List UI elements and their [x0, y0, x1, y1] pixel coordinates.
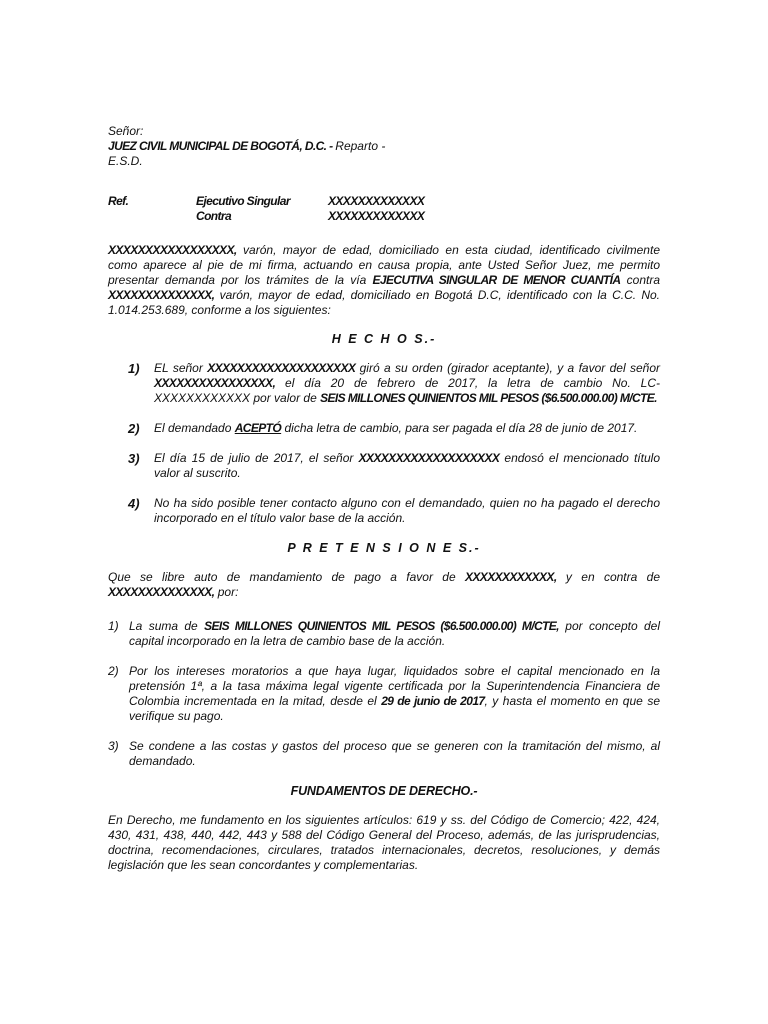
- hechos-title: H E C H O S.-: [331, 332, 437, 346]
- pretension-item: [108, 664, 660, 724]
- hecho-text: EL señor XXXXXXXXXXXXXXXXXXXX giró a su orden (girador aceptante), y a favor del señor XXXXXXXXXXXXXXXX, el día 20 de febrero de 2017, la letra de cambio No. LC-XXXXXXXXXXXX por valor de SEIS MILLONES QUINIENTOS MIL PESOS ($6.500.000.00) M/CTE.: [154, 361, 660, 405]
- addressee: JUEZ CIVIL MUNICIPAL DE BOGOTÁ, D.C. - Reparto -: [108, 139, 386, 153]
- reference-row: [108, 209, 660, 224]
- reference-row: [108, 194, 660, 209]
- reference-label: Ref.: [108, 194, 129, 208]
- pretensiones-list: [108, 619, 660, 769]
- pretension-text: La suma de SEIS MILLONES QUINIENTOS MIL PESOS ($6.500.000.00) M/CTE, por concepto del capital incorporado en la letra de cambio base de la acción.: [129, 619, 661, 648]
- hecho-item: [128, 361, 660, 406]
- hecho-text: No ha sido posible tener contacto alguno con el demandado, quien no ha pagado el derecho incorporado en el título valor base de la acción.: [154, 496, 660, 525]
- hecho-item: [128, 421, 660, 436]
- pretension-number: 2): [108, 664, 119, 678]
- hecho-text: El demandado ACEPTÓ dicha letra de cambio, para ser pagada el día 28 de junio de 2017.: [154, 421, 638, 435]
- hecho-number: 1): [128, 361, 140, 376]
- pretension-item: [108, 739, 660, 769]
- hecho-number: 2): [128, 421, 140, 436]
- salutation: Señor:: [108, 124, 144, 138]
- pretension-number: 1): [108, 619, 119, 633]
- plaintiff-name: XXXXXXXXXXXXXXXXX,: [108, 243, 237, 257]
- reference-value: XXXXXXXXXXXXX: [328, 209, 425, 223]
- pretensiones-title: P R E T E N S I O N E S.-: [287, 541, 481, 555]
- pretension-text: Por los intereses moratorios a que haya lugar, liquidados sobre el capital mencionado en la pretensión 1ª, a la tasa máxima legal vigente certificada por la Superintendencia Financiera de Colombia incrementada en la mitad, desde el 29 de junio de 2017, y hasta el momento en que se verifique su pago.: [129, 664, 660, 723]
- pretension-item: [108, 619, 660, 649]
- reference-block: [108, 194, 660, 224]
- hecho-number: 4): [128, 496, 140, 511]
- defendant-name: XXXXXXXXXXXXXX,: [108, 288, 215, 302]
- reference-key: Ejecutivo Singular: [196, 194, 290, 208]
- pretension-text: Se condene a las costas y gastos del proceso que se generen con la tramitación del mismo, al demandado.: [129, 739, 660, 768]
- hecho-text: El día 15 de julio de 2017, el señor XXXXXXXXXXXXXXXXXXX endosó el mencionado título valor al suscrito.: [154, 451, 660, 480]
- fundamentos-paragraph: En Derecho, me fundamento en los siguientes artículos: 619 y ss. del Código de Comercio; 422, 424, 430, 431, 438, 440, 442, 443 y 588 del Código General del Proceso, además, de las jurisprudencias, doctrina, recomendaciones, circulares, tratados internacionales, decretos, resoluciones, y demás legislación que les sean concordantes y complementarias.: [108, 813, 660, 872]
- reference-value: XXXXXXXXXXXXX: [328, 194, 425, 208]
- hechos-list: [108, 361, 660, 526]
- intro-paragraph: XXXXXXXXXXXXXXXXX, varón, mayor de edad, domiciliado en esta ciudad, identificado civilmente como aparece al pie de mi firma, actuando en causa propia, ante Usted Señor Juez, me permito presentar demanda por los trámites de la vía EJECUTIVA SINGULAR DE MENOR CUANTÍA contra XXXXXXXXXXXXXX, varón, mayor de edad, domiciliado en Bogotá D.C, identificado con la C.C. No. 1.014.253.689, conforme a los siguientes:: [108, 243, 660, 317]
- hecho-item: [128, 496, 660, 526]
- pretension-number: 3): [108, 739, 119, 753]
- pretensiones-intro: Que se libre auto de mandamiento de pago a favor de XXXXXXXXXXXX, y en contra de XXXXXXXXXXXXXX, por:: [108, 570, 661, 599]
- process-type: EJECUTIVA SINGULAR DE MENOR CUANTÍA: [372, 273, 621, 287]
- reparto: Reparto -: [335, 139, 386, 153]
- hecho-number: 3): [128, 451, 140, 466]
- fundamentos-title: FUNDAMENTOS DE DERECHO.-: [290, 784, 478, 798]
- judge-title: JUEZ CIVIL MUNICIPAL DE BOGOTÁ, D.C.: [108, 139, 327, 153]
- reference-key: Contra: [196, 209, 232, 223]
- document-body: [108, 124, 660, 873]
- hecho-item: [128, 451, 660, 481]
- esd: E.S.D.: [108, 154, 143, 168]
